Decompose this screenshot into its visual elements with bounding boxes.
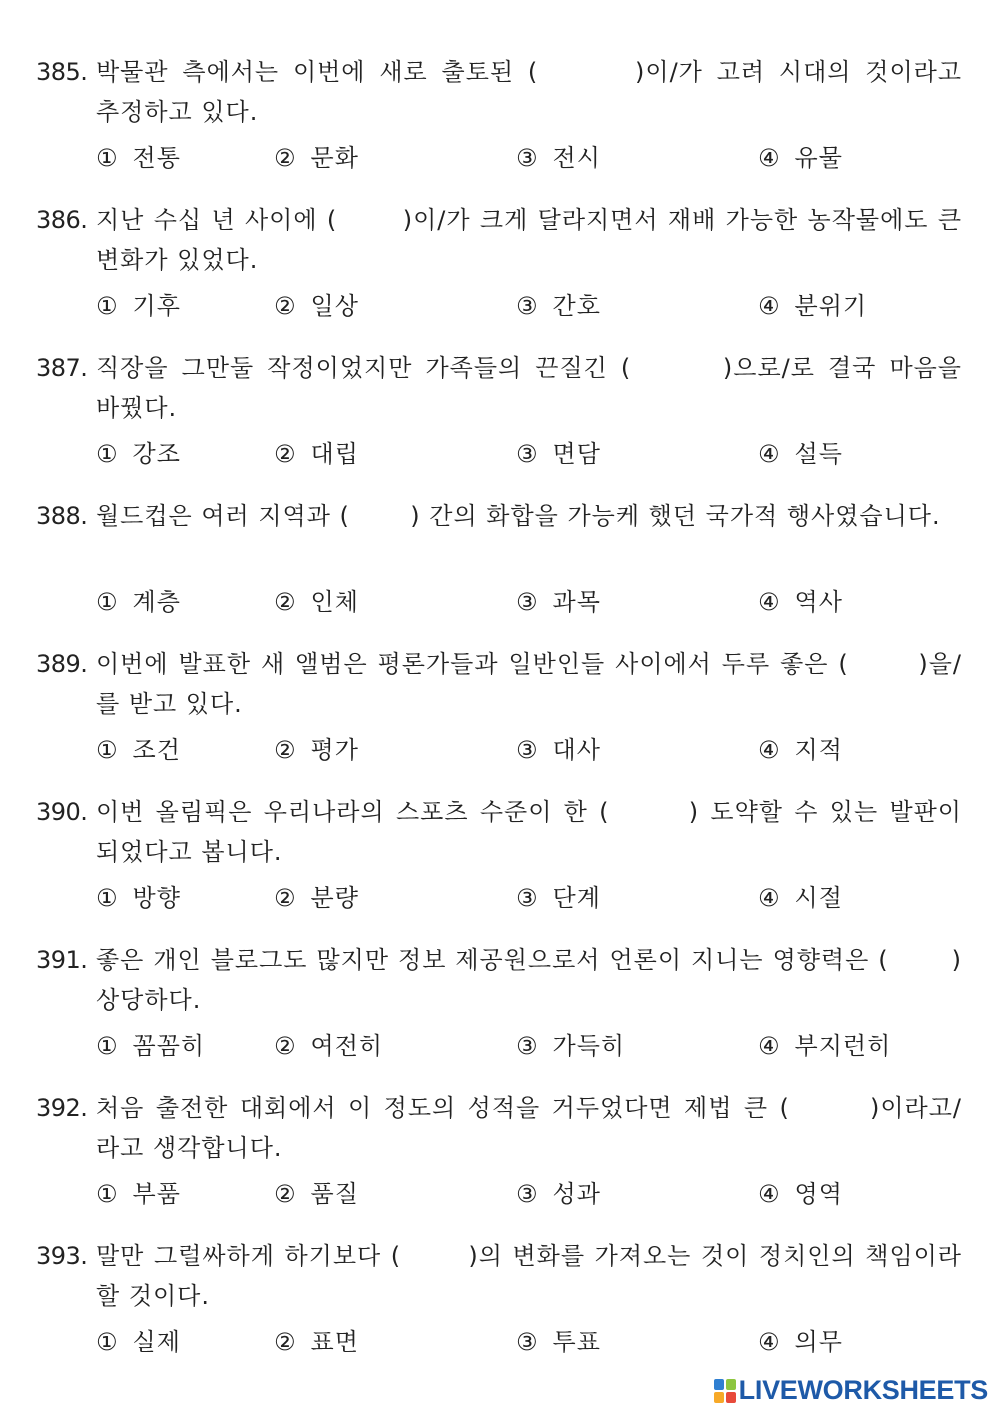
option-number-mark: ③ <box>516 440 539 468</box>
answer-option-1[interactable] <box>96 878 181 918</box>
option-number-mark: ① <box>96 884 119 912</box>
answer-option-1[interactable] <box>96 138 181 178</box>
question-text: 이번 올림픽은 우리나라의 스포츠 수준이 한 ( ) 도약할 수 있는 발판이 되었다고 봅니다. <box>96 798 962 866</box>
question-number: 388. <box>36 502 88 530</box>
option-label: 가득히 <box>552 1032 626 1060</box>
option-number-mark: ③ <box>516 1328 539 1356</box>
option-label: 투표 <box>552 1328 601 1356</box>
option-number-mark: ① <box>96 736 119 764</box>
answer-options <box>96 1174 976 1214</box>
option-number-mark: ④ <box>758 1180 781 1208</box>
answer-option-4[interactable] <box>758 878 843 918</box>
question-item <box>0 1236 1000 1384</box>
answer-options <box>96 582 976 622</box>
brand-text: LIVEWORKSHEETS <box>738 1375 988 1405</box>
question-item <box>0 200 1000 348</box>
answer-option-3[interactable] <box>516 434 601 474</box>
option-label: 분위기 <box>794 292 868 320</box>
answer-option-3[interactable] <box>516 286 601 326</box>
liveworksheets-brand[interactable] <box>714 1375 988 1406</box>
answer-option-2[interactable] <box>274 582 359 622</box>
option-number-mark: ① <box>96 588 119 616</box>
question-text: 좋은 개인 블로그도 많지만 정보 제공원으로서 언론이 지니는 영향력은 ( ) 상당하다. <box>96 946 962 1014</box>
answer-option-3[interactable] <box>516 138 601 178</box>
answer-option-4[interactable] <box>758 138 843 178</box>
answer-option-1[interactable] <box>96 286 181 326</box>
option-number-mark: ③ <box>516 736 539 764</box>
option-number-mark: ② <box>274 1032 297 1060</box>
option-number-mark: ③ <box>516 1180 539 1208</box>
option-label: 성과 <box>552 1180 601 1208</box>
answer-option-4[interactable] <box>758 434 843 474</box>
answer-option-1[interactable] <box>96 582 181 622</box>
option-label: 시절 <box>794 884 843 912</box>
question-number: 393. <box>36 1242 88 1270</box>
option-number-mark: ④ <box>758 588 781 616</box>
answer-option-4[interactable] <box>758 582 843 622</box>
option-label: 부품 <box>132 1180 181 1208</box>
answer-option-3[interactable] <box>516 878 601 918</box>
option-label: 의무 <box>794 1328 843 1356</box>
answer-option-1[interactable] <box>96 434 181 474</box>
option-number-mark: ① <box>96 1328 119 1356</box>
option-number-mark: ④ <box>758 292 781 320</box>
answer-option-1[interactable] <box>96 1322 181 1362</box>
option-number-mark: ② <box>274 736 297 764</box>
answer-options <box>96 286 976 326</box>
question-item <box>0 496 1000 644</box>
option-label: 유물 <box>794 144 843 172</box>
question-text: 말만 그럴싸하게 하기보다 ( )의 변화를 가져오는 것이 정치인의 책임이라 할 것이다. <box>96 1242 962 1310</box>
answer-option-3[interactable] <box>516 1026 625 1066</box>
question-number: 391. <box>36 946 88 974</box>
option-label: 전통 <box>132 144 181 172</box>
answer-option-3[interactable] <box>516 582 601 622</box>
option-label: 분량 <box>310 884 359 912</box>
option-label: 실제 <box>132 1328 181 1356</box>
answer-options <box>96 878 976 918</box>
question-text: 월드컵은 여러 지역과 ( ) 간의 화합을 가능케 했던 국가적 행사였습니다. <box>96 502 941 530</box>
answer-option-1[interactable] <box>96 730 181 770</box>
question-text: 이번에 발표한 새 앨범은 평론가들과 일반인들 사이에서 두루 좋은 ( )을/를 받고 있다. <box>96 650 962 718</box>
question-number: 390. <box>36 798 88 826</box>
question-number: 386. <box>36 206 88 234</box>
option-number-mark: ① <box>96 1180 119 1208</box>
question-list <box>0 52 1000 1384</box>
option-number-mark: ① <box>96 292 119 320</box>
option-label: 대립 <box>310 440 359 468</box>
option-label: 영역 <box>794 1180 843 1208</box>
option-label: 기후 <box>132 292 181 320</box>
question-text: 처음 출전한 대회에서 이 정도의 성적을 거두었다면 제법 큰 ( )이라고/라고 생각합니다. <box>96 1094 962 1162</box>
answer-options <box>96 730 976 770</box>
option-number-mark: ④ <box>758 440 781 468</box>
question-number: 385. <box>36 58 88 86</box>
answer-options <box>96 1322 976 1362</box>
option-label: 역사 <box>794 588 843 616</box>
answer-options <box>96 138 976 178</box>
option-label: 면담 <box>552 440 601 468</box>
option-number-mark: ④ <box>758 736 781 764</box>
option-number-mark: ② <box>274 884 297 912</box>
answer-option-2[interactable] <box>274 1322 359 1362</box>
option-number-mark: ③ <box>516 884 539 912</box>
answer-option-1[interactable] <box>96 1174 181 1214</box>
option-number-mark: ② <box>274 292 297 320</box>
answer-option-4[interactable] <box>758 1322 843 1362</box>
answer-option-2[interactable] <box>274 1174 359 1214</box>
option-number-mark: ① <box>96 1032 119 1060</box>
option-number-mark: ④ <box>758 1328 781 1356</box>
option-number-mark: ② <box>274 440 297 468</box>
question-number: 389. <box>36 650 88 678</box>
question-item <box>0 792 1000 940</box>
answer-option-2[interactable] <box>274 434 359 474</box>
option-number-mark: ② <box>274 588 297 616</box>
option-number-mark: ③ <box>516 292 539 320</box>
option-number-mark: ② <box>274 1180 297 1208</box>
answer-option-2[interactable] <box>274 138 359 178</box>
question-number: 387. <box>36 354 88 382</box>
option-label: 과목 <box>552 588 601 616</box>
option-number-mark: ③ <box>516 1032 539 1060</box>
option-label: 단계 <box>552 884 601 912</box>
answer-option-4[interactable] <box>758 730 843 770</box>
question-item <box>0 1088 1000 1236</box>
option-label: 일상 <box>310 292 359 320</box>
option-label: 품질 <box>310 1180 359 1208</box>
option-number-mark: ① <box>96 144 119 172</box>
answer-options <box>96 1026 976 1066</box>
answer-option-2[interactable] <box>274 730 359 770</box>
option-label: 표면 <box>310 1328 359 1356</box>
option-number-mark: ① <box>96 440 119 468</box>
question-item <box>0 52 1000 200</box>
question-text: 박물관 측에서는 이번에 새로 출토된 ( )이/가 고려 시대의 것이라고 추정하고 있다. <box>96 58 962 126</box>
option-number-mark: ④ <box>758 144 781 172</box>
question-number: 392. <box>36 1094 88 1122</box>
option-label: 전시 <box>552 144 601 172</box>
answer-option-3[interactable] <box>516 1174 601 1214</box>
answer-option-2[interactable] <box>274 1026 383 1066</box>
question-text: 지난 수십 년 사이에 ( )이/가 크게 달라지면서 재배 가능한 농작물에도 큰 변화가 있었다. <box>96 206 962 274</box>
option-label: 지적 <box>794 736 843 764</box>
question-item <box>0 348 1000 496</box>
option-label: 설득 <box>794 440 843 468</box>
option-label: 여전히 <box>310 1032 384 1060</box>
option-number-mark: ③ <box>516 144 539 172</box>
option-label: 인체 <box>310 588 359 616</box>
answer-option-3[interactable] <box>516 730 601 770</box>
answer-option-1[interactable] <box>96 1026 205 1066</box>
option-label: 대사 <box>552 736 601 764</box>
option-number-mark: ④ <box>758 884 781 912</box>
answer-option-4[interactable] <box>758 286 867 326</box>
answer-option-2[interactable] <box>274 878 359 918</box>
question-item <box>0 644 1000 792</box>
answer-options <box>96 434 976 474</box>
option-label: 강조 <box>132 440 181 468</box>
option-label: 간호 <box>552 292 601 320</box>
option-number-mark: ② <box>274 1328 297 1356</box>
option-label: 방향 <box>132 884 181 912</box>
option-label: 꼼꼼히 <box>132 1032 206 1060</box>
liveworksheets-logo-icon <box>714 1379 736 1403</box>
answer-option-4[interactable] <box>758 1026 891 1066</box>
option-label: 부지런히 <box>794 1032 892 1060</box>
question-item <box>0 940 1000 1088</box>
question-text: 직장을 그만둘 작정이었지만 가족들의 끈질긴 ( )으로/로 결국 마음을 바꿨다. <box>96 354 962 422</box>
answer-option-3[interactable] <box>516 1322 601 1362</box>
option-label: 계층 <box>132 588 181 616</box>
answer-option-4[interactable] <box>758 1174 843 1214</box>
option-number-mark: ② <box>274 144 297 172</box>
option-label: 조건 <box>132 736 181 764</box>
option-label: 문화 <box>310 144 359 172</box>
answer-option-2[interactable] <box>274 286 359 326</box>
option-label: 평가 <box>310 736 359 764</box>
option-number-mark: ③ <box>516 588 539 616</box>
option-number-mark: ④ <box>758 1032 781 1060</box>
